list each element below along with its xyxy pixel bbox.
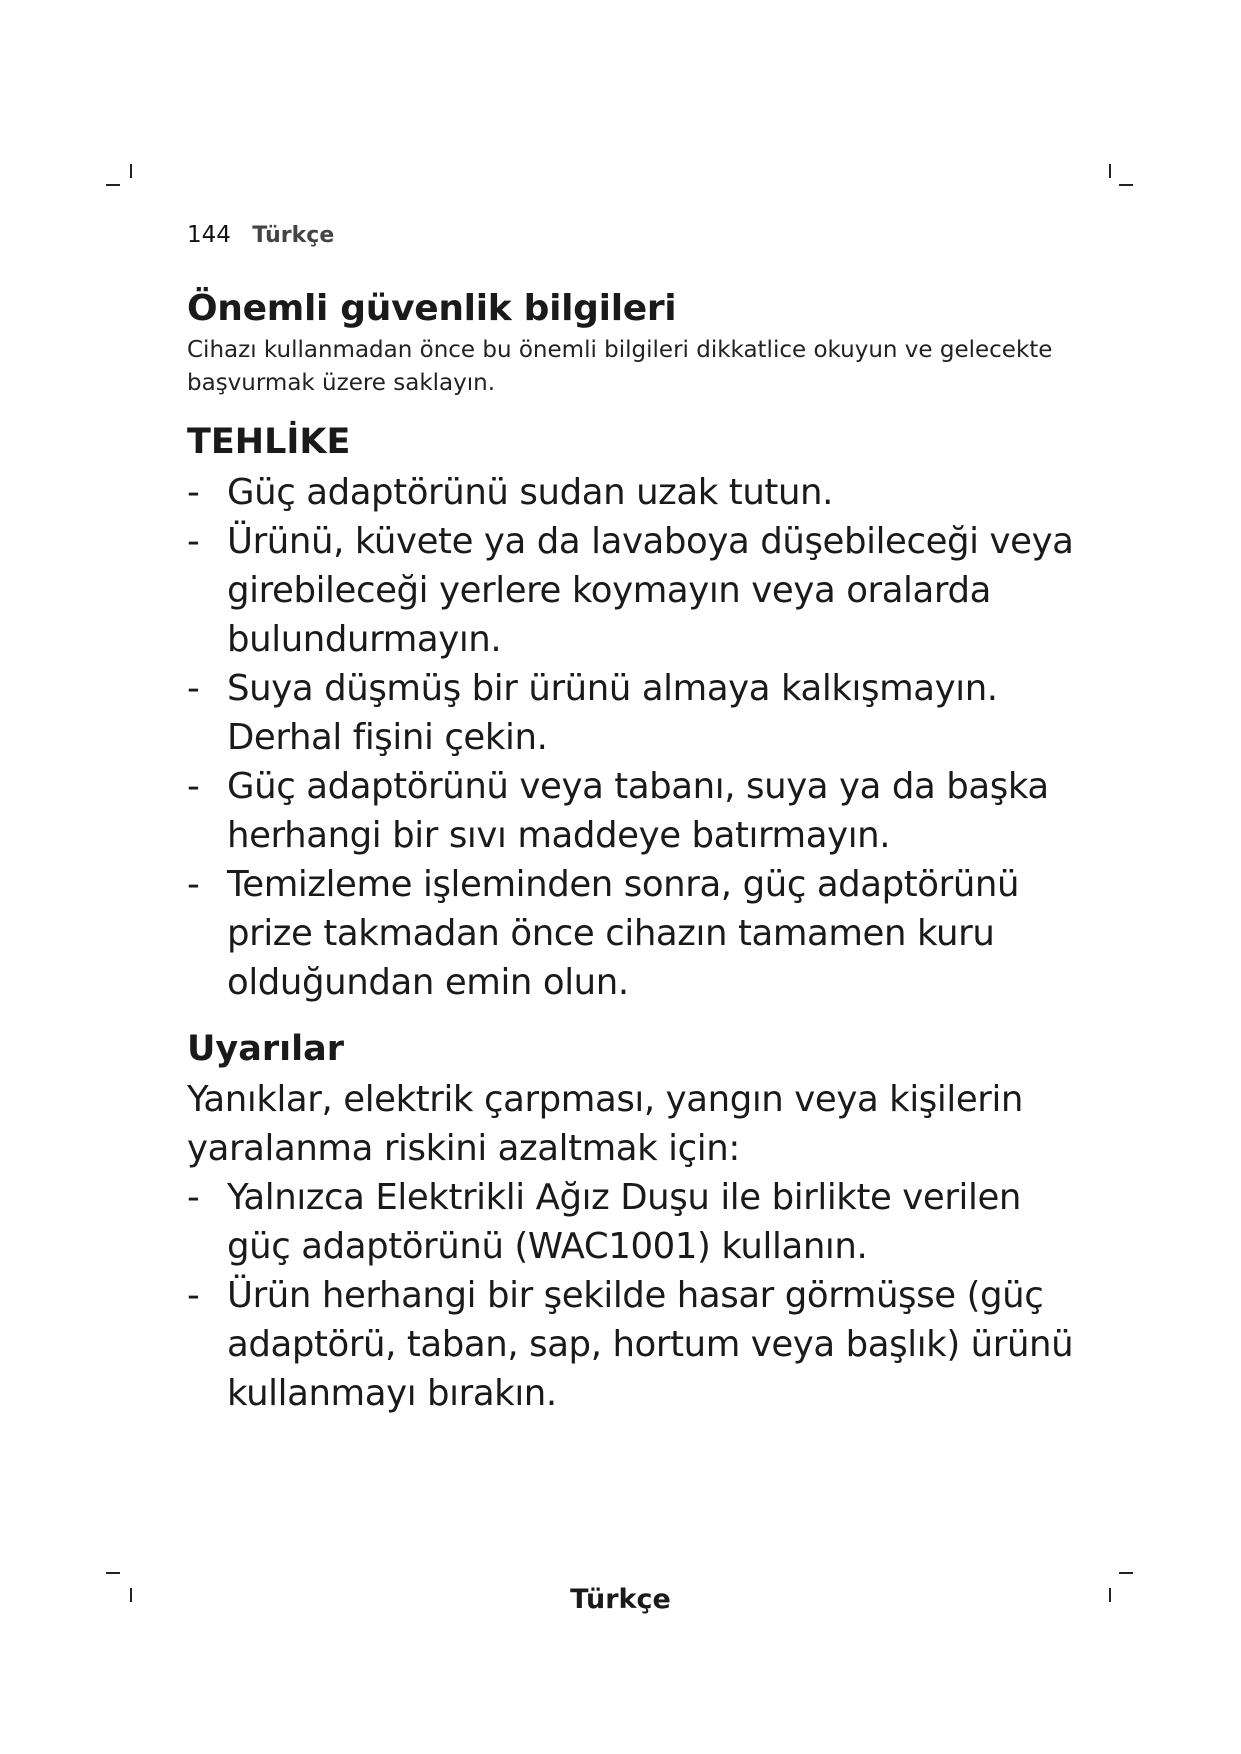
page-content [187, 284, 1087, 1418]
danger-item: - Suya düşmüş bir ürünü almaya kalkışmayın. Derhal fişini çekin. [187, 664, 1087, 762]
danger-item: - Temizleme işleminden sonra, güç adaptörünü prize takmadan önce cihazın tamamen kuru olduğundan emin olun. [187, 860, 1087, 1007]
page-footer: Türkçe [570, 1584, 671, 1615]
warnings-list [187, 1173, 1087, 1418]
crop-mark-top-left-h [106, 184, 120, 186]
page-number: 144 [187, 222, 231, 248]
warning-item: - Ürün herhangi bir şekilde hasar görmüşse (güç adaptörü, taban, sap, hortum veya başlık) ürünü kullanmayı bırakın. [187, 1271, 1087, 1418]
warnings-title: Uyarılar [187, 1029, 344, 1069]
warning-item: - Yalnızca Elektrikli Ağız Duşu ile birlikte verilen güç adaptörünü (WAC1001) kullanın. [187, 1173, 1087, 1271]
page-header [187, 222, 334, 248]
danger-item: - Güç adaptörünü veya tabanı, suya ya da başka herhangi bir sıvı maddeye batırmayın. [187, 762, 1087, 860]
crop-mark-top-right-v [1109, 164, 1111, 178]
crop-mark-top-left-v [130, 164, 132, 178]
warnings-intro: Yanıklar, elektrik çarpması, yangın veya kişilerin yaralanma riskini azaltmak için: [187, 1079, 1024, 1169]
danger-item: - Güç adaptörünü sudan uzak tutun. [187, 468, 1087, 517]
safety-intro: Cihazı kullanmadan önce bu önemli bilgileri dikkatlice okuyun ve gelecekte başvurmak üzere saklayın. [187, 337, 1053, 396]
crop-mark-top-right-h [1119, 184, 1133, 186]
header-language: Türkçe [252, 223, 335, 248]
crop-mark-bottom-left-h [106, 1572, 120, 1574]
crop-mark-bottom-right-h [1119, 1572, 1133, 1574]
danger-item: - Ürünü, küvete ya da lavaboya düşebileceği veya girebileceği yerlere koymayın veya oralarda bulundurmayın. [187, 517, 1087, 664]
danger-list [187, 468, 1087, 1007]
safety-title: Önemli güvenlik bilgileri [187, 288, 677, 329]
danger-title: TEHLİKE [187, 422, 351, 462]
